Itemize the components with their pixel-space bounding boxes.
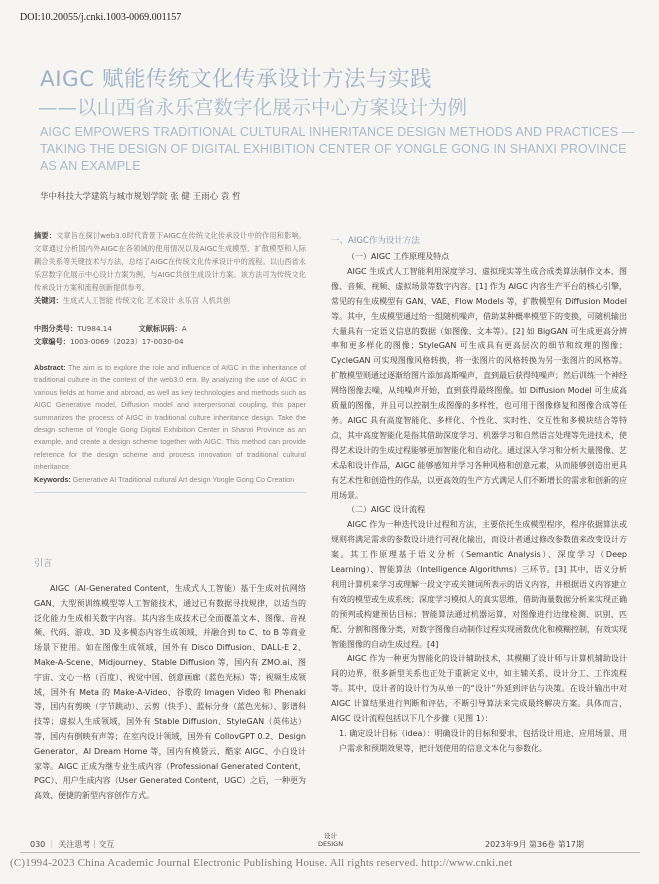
- keywords-en-text: Generative AI Traditional cultural Art design Yongle Gong Co Creation: [72, 474, 295, 484]
- abstract-label: 摘要：: [34, 231, 57, 240]
- doi-header: DOI:10.20055/j.cnki.1003-0069.001157: [20, 12, 182, 23]
- section-heading: 一、AIGC作为设计方法: [331, 236, 420, 246]
- keywords-text: 生成式人工智能 传统文化 艺术设计 永乐宫 人机共创: [62, 296, 231, 305]
- keywords-en-label: Keywords:: [34, 474, 71, 484]
- intro-paragraph: AIGC（AI-Generated Content，生成式人工智能）基于生成对抗网络 GAN、大型预训练模型等人工智能技术，通过已有数据寻找规律，以适当的泛化能力生成相关数字内容。其内容生成技术已全面覆盖文本、图像、音视频、代码、游戏、3D 及多模态内容生成领域，并融合到 to C、to B 等商业场景下使用。如在图像生成领域，国外有 Disco Diffusion、DALL-E 2、Make-A-Scene、Midjourney、Stable Diffusion 等，国内有 ZMO.ai、图宇宙、文心一格（百度）、视觉中国、创意画廊（蓝色光标）等；视频生成领域，国外有 Meta 的 Make-A-Video、谷歌的 Imagen Video 和 Phenaki 等，国内有剪映（字节跳动）、云剪（快手）、蓝标分身（蓝色光标）、影谱科技等；虚拟人生成领域，国外有 Stable Diffusion、StyleGAN（英伟达）等，国内有倒映有声等；在室内设计领域，国外有 CollovGPT 0.2、Design Generator、AI Dream Home 等，国内有模袋云、酷家 AIGC、小白设计家等。AIGC 正成为继专业生成内容（Professional Generated Content，PGC）、用户生成内容（User Generated Content，UGC）之后，一种更为高效、便捷的新型内容创作方式。: [34, 584, 306, 801]
- section-body: [331, 250, 627, 757]
- footer-issue: 2023年9月 第36卷 第17期: [485, 840, 584, 849]
- clc-value: TU984.14: [77, 324, 112, 333]
- section-paragraph-1: AIGC 生成式人工智能利用深度学习、虚拟现实等生成合成类算法制作文本、图像、音频、视频、虚拟场景等数字内容。[1] 作为 AIGC 内容生产平台的核心引擎，常见的有生成模型有 GAN、VAE、Flow Models 等，扩散模型有 Diffusion Model 等。其中，生成模型通过给一组随机噪声，借助某种概率模型下的变换，可随机输出大量具有一定语义信息的数据（如图像、文本等）。[2] 如 BigGAN 可生成更高分辨率和更多样化的图像；StyleGAN 可生成具有更高层次的细节和纹理的图像；CycleGAN 可实现图像风格转换，将一张图片的风格转换为另一张图片的风格等。扩散模型则通过逐渐给图片添加高斯噪声，直到最后获得纯噪声；然后训练一个神经网络图像去噪，从纯噪声开始，直到获得最终图像。如 Diffusion Model 可生成高质量的图像，并且可以控制生成图像的多样性，也可用于图像修复和图像合成等任务。AIGC 具有高度智能化、多样化、个性化、实时性、交互性和多模块结合等特点，其中高度智能化是指其借助深度学习、机器学习和自然语言处理等先进技术，使得艺术设计的生成过程能够更加智能化和自动化。通过深入学习和分析大量图像、艺术品和设计作品，AIGC 能够感知并学习各种风格和创意元素，从而能够创造出更具有艺术性和创造性的作品，以更高效的生产方式满足人们不断增长的需求和创新的应用场景。: [331, 266, 627, 500]
- abstract-en-text: The aim is to explore the role and influence of AIGC in the inheritance of traditional culture in the context of the web3.0 era. By analyzing the use of AIGC in various fields at home and abroad, as well as key technologies and methods such as AIGC Generative model, Diffusion model and interpersonal coupling, this paper summarizes the process of AIGC in traditional culture inheritance design. Take the design scheme of Yongle Gong Digital Exhibition Center in Shanxi Province as an example, and create a design scheme together with AIGC. This method can provide reference for the design scheme and process innovation of traditional cultural inheritance.: [34, 363, 306, 472]
- section-paragraph-2: AIGC 作为一种迭代设计过程和方法，主要依托生成模型程序，程序依据算法或规则将满足需求的参数设计进行可视化输出，而设计者通过修改参数值来改变设计方案。其工作原理基于语义分析（Semantic Analysis）、深度学习（Deep Learning）、智能算法（Intelligence Algorithms）三环节。[3] 其中，语义分析利用计算机来学习或理解一段文字或关键词所表示的语义内容，并根据语义内容建立有效的模型或生成系统；深度学习模拟人的真实思维，借助海量数据分析来实现正确的预判或构建预估目标；智能算法通过机器运算，对图像进行边缘检测、识别、匹配、分割和图像分类，对数字图像自动制作过程实现函数优化和模糊控制，有效实现智能图像的自动生成过程。[4]: [331, 520, 627, 649]
- intro-body: [34, 582, 306, 804]
- doc-code-label: 文献标识码：: [138, 324, 182, 333]
- abstract-english: [34, 362, 306, 486]
- abstract-en-label: Abstract:: [34, 363, 66, 372]
- page-number: 030: [30, 840, 46, 849]
- article-no-value: 1003-0069（2023）17-0030-04: [69, 337, 184, 346]
- copyright-watermark: (C)1994-2023 China Academic Journal Electronic Publishing House. All rights reserved. http://www.cnki.net: [10, 857, 513, 869]
- title-chinese: AIGC 赋能传统文化传承设计方法与实践: [40, 67, 433, 92]
- article-meta: [34, 322, 306, 348]
- footer-journal: [318, 832, 343, 848]
- footer-section: 关注思考｜交互: [58, 840, 115, 849]
- intro-heading: 引言: [34, 559, 53, 569]
- footer-left: 030 ｜ 关注思考｜交互: [30, 840, 115, 849]
- authors-affiliation: 华中科技大学建筑与城市规划学院 张 健 王雨心 袁 哲: [40, 192, 241, 202]
- abstract-divider: [34, 492, 306, 493]
- subtitle-chinese: ——以山西省永乐宫数字化展示中心方案设计为例: [38, 96, 468, 119]
- abstract-chinese: [34, 229, 306, 307]
- subsection-heading-2: （二）AIGC 设计流程: [347, 505, 426, 515]
- journal-name-cn: 设计: [324, 832, 338, 840]
- section-paragraph-3: AIGC 作为一种更为智能化的设计辅助技术，其模糊了设计师与计算机辅助设计间的边界，很多新型关系也正处于重新定义中，如主辅关系、设计分工、工作流程等。其中，设计者的设计行为从单一的“设计”外延到评估与决策。在设计输出中对 AIGC 计算结果进行判断和评估，不断引导算法来完成最终解决方案。具体而言，AIGC 设计流程包括以下几个步骤（见图 1）：: [331, 654, 627, 724]
- doc-code-value: A: [181, 324, 187, 333]
- abstract-text: 文章旨在探讨web3.0时代背景下AIGC在传统文化传承设计中的作用和影响。文章通过分析国内外AIGC在各领域的使用情况以及AIGC生成模型、扩散模型和人际耦合关系等关键技术与方法，总结了AIGC在传统文化传承设计中的流程。以山西省永乐宫数字化展示中心设计方案为例，与AIGC共创生成设计方案。该方法可为传统文化传承设计方案和流程创新提供参考。: [34, 231, 306, 292]
- subsection-heading-1: （一）AIGC 工作原理及特点: [347, 252, 450, 261]
- footer-divider: [20, 852, 640, 853]
- keywords-label: 关键词：: [34, 296, 63, 305]
- journal-name-en: DESIGN: [318, 840, 344, 848]
- article-no-label: 文章编号：: [34, 337, 70, 346]
- clc-label: 中图分类号：: [34, 324, 78, 333]
- title-english: AIGC EMPOWERS TRADITIONAL CULTURAL INHERITANCE DESIGN METHODS AND PRACTICES —TAKING THE DESIGN OF DIGITAL EXHIBITION CENTER OF YONGLE GONG IN SHANXI PROVINCE AS AN EXAMPLE: [40, 125, 635, 173]
- list-item: 1. 确定设计目标（idea）：明确设计的目标和要求，包括设计用途、应用场景、用户需求和预期效果等，把计划使用的信息文本化与参数化。: [339, 729, 627, 753]
